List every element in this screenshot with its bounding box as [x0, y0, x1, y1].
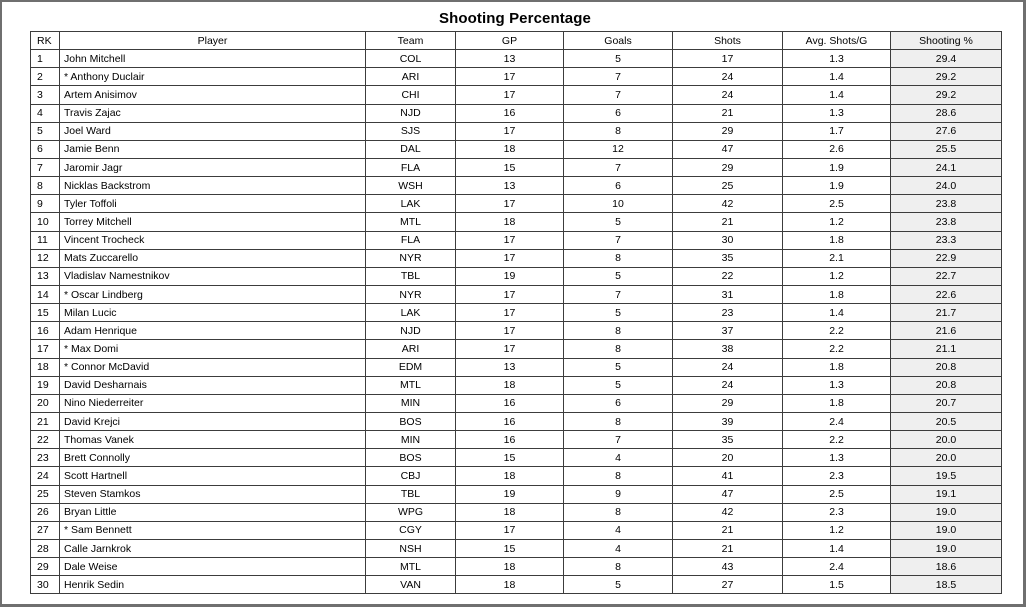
- cell-avg-shots: 2.3: [783, 467, 891, 485]
- table-row: [31, 322, 1002, 340]
- stats-table: [30, 31, 1002, 594]
- cell-goals: 5: [564, 358, 673, 376]
- cell-goals: 5: [564, 304, 673, 322]
- cell-shooting-pct: 23.8: [891, 195, 1002, 213]
- cell-rank: 22: [31, 431, 60, 449]
- table-row: [31, 249, 1002, 267]
- cell-player: Artem Anisimov: [60, 86, 366, 104]
- cell-player: Scott Hartnell: [60, 467, 366, 485]
- cell-goals: 8: [564, 467, 673, 485]
- cell-goals: 5: [564, 267, 673, 285]
- cell-shooting-pct: 20.7: [891, 394, 1002, 412]
- cell-team: LAK: [366, 304, 456, 322]
- cell-gp: 18: [456, 376, 564, 394]
- cell-player: Dale Weise: [60, 558, 366, 576]
- cell-team: NJD: [366, 322, 456, 340]
- cell-player: Adam Henrique: [60, 322, 366, 340]
- table-row: [31, 503, 1002, 521]
- cell-avg-shots: 1.7: [783, 122, 891, 140]
- cell-goals: 4: [564, 449, 673, 467]
- cell-shooting-pct: 18.5: [891, 576, 1002, 594]
- cell-player: Nicklas Backstrom: [60, 177, 366, 195]
- cell-avg-shots: 1.3: [783, 104, 891, 122]
- cell-team: COL: [366, 50, 456, 68]
- cell-rank: 4: [31, 104, 60, 122]
- cell-rank: 2: [31, 68, 60, 86]
- cell-shots: 38: [673, 340, 783, 358]
- cell-rank: 18: [31, 358, 60, 376]
- cell-rank: 11: [31, 231, 60, 249]
- cell-shooting-pct: 20.8: [891, 358, 1002, 376]
- header-rk: RK: [31, 32, 60, 50]
- cell-gp: 13: [456, 50, 564, 68]
- cell-shooting-pct: 19.0: [891, 539, 1002, 557]
- cell-team: FLA: [366, 231, 456, 249]
- table-row: [31, 304, 1002, 322]
- cell-shots: 21: [673, 104, 783, 122]
- cell-gp: 19: [456, 485, 564, 503]
- cell-avg-shots: 1.4: [783, 86, 891, 104]
- cell-rank: 30: [31, 576, 60, 594]
- header-goals: Goals: [564, 32, 673, 50]
- cell-avg-shots: 2.6: [783, 140, 891, 158]
- cell-rank: 26: [31, 503, 60, 521]
- cell-team: TBL: [366, 485, 456, 503]
- cell-shots: 43: [673, 558, 783, 576]
- cell-team: BOS: [366, 412, 456, 430]
- cell-shots: 21: [673, 521, 783, 539]
- cell-goals: 8: [564, 122, 673, 140]
- cell-goals: 6: [564, 394, 673, 412]
- cell-gp: 17: [456, 231, 564, 249]
- table-header-row: [31, 32, 1002, 50]
- cell-team: MIN: [366, 431, 456, 449]
- cell-gp: 13: [456, 358, 564, 376]
- cell-avg-shots: 2.1: [783, 249, 891, 267]
- cell-player: Jaromir Jagr: [60, 158, 366, 176]
- table-row: [31, 576, 1002, 594]
- cell-gp: 18: [456, 467, 564, 485]
- cell-shooting-pct: 24.1: [891, 158, 1002, 176]
- cell-player: Nino Niederreiter: [60, 394, 366, 412]
- cell-shots: 22: [673, 267, 783, 285]
- cell-shooting-pct: 20.8: [891, 376, 1002, 394]
- cell-shots: 23: [673, 304, 783, 322]
- cell-avg-shots: 2.4: [783, 558, 891, 576]
- cell-shots: 29: [673, 158, 783, 176]
- cell-team: CBJ: [366, 467, 456, 485]
- table-row: [31, 340, 1002, 358]
- table-row: [31, 104, 1002, 122]
- cell-avg-shots: 2.2: [783, 431, 891, 449]
- table-row: [31, 358, 1002, 376]
- cell-shots: 35: [673, 249, 783, 267]
- cell-team: WPG: [366, 503, 456, 521]
- cell-shooting-pct: 27.6: [891, 122, 1002, 140]
- cell-player: Thomas Vanek: [60, 431, 366, 449]
- cell-avg-shots: 1.2: [783, 267, 891, 285]
- cell-team: NJD: [366, 104, 456, 122]
- cell-shooting-pct: 21.6: [891, 322, 1002, 340]
- cell-team: CGY: [366, 521, 456, 539]
- cell-avg-shots: 1.8: [783, 285, 891, 303]
- header-team: Team: [366, 32, 456, 50]
- header-gp: GP: [456, 32, 564, 50]
- cell-shots: 29: [673, 122, 783, 140]
- cell-shots: 37: [673, 322, 783, 340]
- cell-avg-shots: 1.3: [783, 449, 891, 467]
- cell-rank: 20: [31, 394, 60, 412]
- cell-avg-shots: 1.8: [783, 394, 891, 412]
- cell-player: Vincent Trocheck: [60, 231, 366, 249]
- header-player: Player: [60, 32, 366, 50]
- cell-rank: 8: [31, 177, 60, 195]
- cell-rank: 21: [31, 412, 60, 430]
- cell-team: SJS: [366, 122, 456, 140]
- header-shots: Shots: [673, 32, 783, 50]
- cell-gp: 15: [456, 449, 564, 467]
- cell-gp: 17: [456, 521, 564, 539]
- cell-shots: 30: [673, 231, 783, 249]
- cell-shooting-pct: 19.5: [891, 467, 1002, 485]
- cell-player: Brett Connolly: [60, 449, 366, 467]
- table-row: [31, 122, 1002, 140]
- cell-goals: 7: [564, 231, 673, 249]
- cell-avg-shots: 1.8: [783, 358, 891, 376]
- cell-rank: 10: [31, 213, 60, 231]
- cell-shots: 24: [673, 358, 783, 376]
- table-row: [31, 431, 1002, 449]
- cell-shooting-pct: 29.4: [891, 50, 1002, 68]
- cell-goals: 8: [564, 412, 673, 430]
- cell-player: * Max Domi: [60, 340, 366, 358]
- cell-team: ARI: [366, 340, 456, 358]
- cell-shooting-pct: 18.6: [891, 558, 1002, 576]
- cell-shots: 21: [673, 539, 783, 557]
- cell-goals: 10: [564, 195, 673, 213]
- cell-avg-shots: 1.4: [783, 304, 891, 322]
- cell-shooting-pct: 21.1: [891, 340, 1002, 358]
- cell-shots: 42: [673, 195, 783, 213]
- cell-team: BOS: [366, 449, 456, 467]
- table-row: [31, 86, 1002, 104]
- cell-shots: 42: [673, 503, 783, 521]
- cell-player: John Mitchell: [60, 50, 366, 68]
- cell-shooting-pct: 24.0: [891, 177, 1002, 195]
- cell-shots: 25: [673, 177, 783, 195]
- cell-player: David Desharnais: [60, 376, 366, 394]
- cell-goals: 7: [564, 68, 673, 86]
- cell-gp: 17: [456, 122, 564, 140]
- cell-goals: 7: [564, 86, 673, 104]
- cell-shots: 21: [673, 213, 783, 231]
- cell-shooting-pct: 21.7: [891, 304, 1002, 322]
- cell-rank: 7: [31, 158, 60, 176]
- cell-player: Mats Zuccarello: [60, 249, 366, 267]
- cell-player: Calle Jarnkrok: [60, 539, 366, 557]
- cell-rank: 16: [31, 322, 60, 340]
- header-avg-shots: Avg. Shots/G: [783, 32, 891, 50]
- cell-gp: 17: [456, 195, 564, 213]
- cell-gp: 16: [456, 104, 564, 122]
- cell-shooting-pct: 19.1: [891, 485, 1002, 503]
- cell-avg-shots: 2.5: [783, 195, 891, 213]
- cell-avg-shots: 1.5: [783, 576, 891, 594]
- cell-gp: 16: [456, 431, 564, 449]
- cell-team: MTL: [366, 558, 456, 576]
- header-shooting-pct: Shooting %: [891, 32, 1002, 50]
- cell-team: FLA: [366, 158, 456, 176]
- table-row: [31, 195, 1002, 213]
- cell-player: David Krejci: [60, 412, 366, 430]
- cell-player: * Anthony Duclair: [60, 68, 366, 86]
- table-row: [31, 267, 1002, 285]
- cell-goals: 7: [564, 285, 673, 303]
- table-row: [31, 140, 1002, 158]
- cell-player: Milan Lucic: [60, 304, 366, 322]
- cell-rank: 19: [31, 376, 60, 394]
- cell-gp: 18: [456, 558, 564, 576]
- table-row: [31, 412, 1002, 430]
- cell-shooting-pct: 22.7: [891, 267, 1002, 285]
- cell-gp: 13: [456, 177, 564, 195]
- cell-shooting-pct: 29.2: [891, 86, 1002, 104]
- cell-shooting-pct: 19.0: [891, 503, 1002, 521]
- cell-goals: 6: [564, 177, 673, 195]
- cell-avg-shots: 1.4: [783, 68, 891, 86]
- cell-player: Vladislav Namestnikov: [60, 267, 366, 285]
- table-row: [31, 231, 1002, 249]
- cell-shots: 29: [673, 394, 783, 412]
- cell-player: Travis Zajac: [60, 104, 366, 122]
- table-row: [31, 558, 1002, 576]
- cell-avg-shots: 1.2: [783, 521, 891, 539]
- cell-rank: 12: [31, 249, 60, 267]
- cell-team: NYR: [366, 285, 456, 303]
- cell-gp: 17: [456, 322, 564, 340]
- cell-rank: 23: [31, 449, 60, 467]
- cell-avg-shots: 1.3: [783, 50, 891, 68]
- cell-shooting-pct: 25.5: [891, 140, 1002, 158]
- cell-shooting-pct: 29.2: [891, 68, 1002, 86]
- cell-goals: 7: [564, 158, 673, 176]
- cell-gp: 17: [456, 68, 564, 86]
- cell-gp: 17: [456, 86, 564, 104]
- cell-shooting-pct: 20.0: [891, 449, 1002, 467]
- cell-player: * Connor McDavid: [60, 358, 366, 376]
- table-row: [31, 521, 1002, 539]
- cell-goals: 12: [564, 140, 673, 158]
- cell-gp: 18: [456, 140, 564, 158]
- table-body: [31, 50, 1002, 594]
- cell-rank: 27: [31, 521, 60, 539]
- cell-goals: 4: [564, 539, 673, 557]
- cell-player: Joel Ward: [60, 122, 366, 140]
- cell-avg-shots: 2.3: [783, 503, 891, 521]
- cell-goals: 8: [564, 503, 673, 521]
- table-row: [31, 68, 1002, 86]
- page-title: Shooting Percentage: [439, 10, 591, 27]
- cell-goals: 5: [564, 213, 673, 231]
- table-row: [31, 213, 1002, 231]
- cell-gp: 17: [456, 304, 564, 322]
- cell-rank: 17: [31, 340, 60, 358]
- cell-team: WSH: [366, 177, 456, 195]
- cell-shots: 47: [673, 140, 783, 158]
- cell-rank: 28: [31, 539, 60, 557]
- cell-shots: 24: [673, 68, 783, 86]
- cell-player: Bryan Little: [60, 503, 366, 521]
- cell-avg-shots: 2.5: [783, 485, 891, 503]
- cell-team: NYR: [366, 249, 456, 267]
- cell-goals: 8: [564, 558, 673, 576]
- cell-shooting-pct: 28.6: [891, 104, 1002, 122]
- cell-shots: 47: [673, 485, 783, 503]
- table-row: [31, 376, 1002, 394]
- cell-goals: 5: [564, 50, 673, 68]
- cell-gp: 17: [456, 249, 564, 267]
- cell-player: Tyler Toffoli: [60, 195, 366, 213]
- cell-rank: 1: [31, 50, 60, 68]
- cell-rank: 3: [31, 86, 60, 104]
- cell-rank: 5: [31, 122, 60, 140]
- cell-avg-shots: 1.9: [783, 177, 891, 195]
- cell-shooting-pct: 22.6: [891, 285, 1002, 303]
- cell-goals: 8: [564, 340, 673, 358]
- table-row: [31, 485, 1002, 503]
- cell-goals: 8: [564, 322, 673, 340]
- table-row: [31, 285, 1002, 303]
- cell-player: * Sam Bennett: [60, 521, 366, 539]
- cell-rank: 25: [31, 485, 60, 503]
- cell-team: LAK: [366, 195, 456, 213]
- cell-shots: 20: [673, 449, 783, 467]
- cell-avg-shots: 1.4: [783, 539, 891, 557]
- cell-team: MTL: [366, 376, 456, 394]
- cell-gp: 16: [456, 394, 564, 412]
- cell-team: ARI: [366, 68, 456, 86]
- cell-rank: 29: [31, 558, 60, 576]
- cell-shots: 24: [673, 376, 783, 394]
- cell-goals: 5: [564, 576, 673, 594]
- cell-avg-shots: 1.9: [783, 158, 891, 176]
- cell-gp: 18: [456, 503, 564, 521]
- cell-gp: 15: [456, 158, 564, 176]
- cell-rank: 15: [31, 304, 60, 322]
- cell-goals: 5: [564, 376, 673, 394]
- cell-team: VAN: [366, 576, 456, 594]
- cell-shooting-pct: 20.5: [891, 412, 1002, 430]
- cell-team: MIN: [366, 394, 456, 412]
- cell-shots: 41: [673, 467, 783, 485]
- cell-rank: 9: [31, 195, 60, 213]
- cell-goals: 7: [564, 431, 673, 449]
- cell-avg-shots: 1.2: [783, 213, 891, 231]
- cell-team: TBL: [366, 267, 456, 285]
- cell-player: Steven Stamkos: [60, 485, 366, 503]
- table-row: [31, 394, 1002, 412]
- cell-shots: 31: [673, 285, 783, 303]
- cell-avg-shots: 1.8: [783, 231, 891, 249]
- cell-shots: 27: [673, 576, 783, 594]
- table-row: [31, 467, 1002, 485]
- cell-rank: 14: [31, 285, 60, 303]
- cell-goals: 9: [564, 485, 673, 503]
- cell-rank: 13: [31, 267, 60, 285]
- cell-shots: 35: [673, 431, 783, 449]
- cell-goals: 8: [564, 249, 673, 267]
- table-row: [31, 177, 1002, 195]
- cell-player: Jamie Benn: [60, 140, 366, 158]
- cell-shooting-pct: 23.8: [891, 213, 1002, 231]
- table-row: [31, 539, 1002, 557]
- cell-goals: 6: [564, 104, 673, 122]
- cell-avg-shots: 2.4: [783, 412, 891, 430]
- cell-player: * Oscar Lindberg: [60, 285, 366, 303]
- cell-shooting-pct: 20.0: [891, 431, 1002, 449]
- cell-team: EDM: [366, 358, 456, 376]
- cell-avg-shots: 2.2: [783, 322, 891, 340]
- cell-avg-shots: 2.2: [783, 340, 891, 358]
- cell-shots: 39: [673, 412, 783, 430]
- table-row: [31, 50, 1002, 68]
- cell-gp: 18: [456, 213, 564, 231]
- cell-avg-shots: 1.3: [783, 376, 891, 394]
- cell-team: MTL: [366, 213, 456, 231]
- cell-rank: 6: [31, 140, 60, 158]
- cell-gp: 19: [456, 267, 564, 285]
- cell-gp: 17: [456, 340, 564, 358]
- cell-player: Henrik Sedin: [60, 576, 366, 594]
- cell-shooting-pct: 22.9: [891, 249, 1002, 267]
- cell-team: NSH: [366, 539, 456, 557]
- cell-gp: 18: [456, 576, 564, 594]
- cell-shots: 17: [673, 50, 783, 68]
- cell-shots: 24: [673, 86, 783, 104]
- cell-team: DAL: [366, 140, 456, 158]
- cell-gp: 17: [456, 285, 564, 303]
- cell-player: Torrey Mitchell: [60, 213, 366, 231]
- table-row: [31, 158, 1002, 176]
- cell-rank: 24: [31, 467, 60, 485]
- cell-team: CHI: [366, 86, 456, 104]
- cell-shooting-pct: 19.0: [891, 521, 1002, 539]
- cell-goals: 4: [564, 521, 673, 539]
- cell-gp: 16: [456, 412, 564, 430]
- cell-shooting-pct: 23.3: [891, 231, 1002, 249]
- cell-gp: 15: [456, 539, 564, 557]
- table-row: [31, 449, 1002, 467]
